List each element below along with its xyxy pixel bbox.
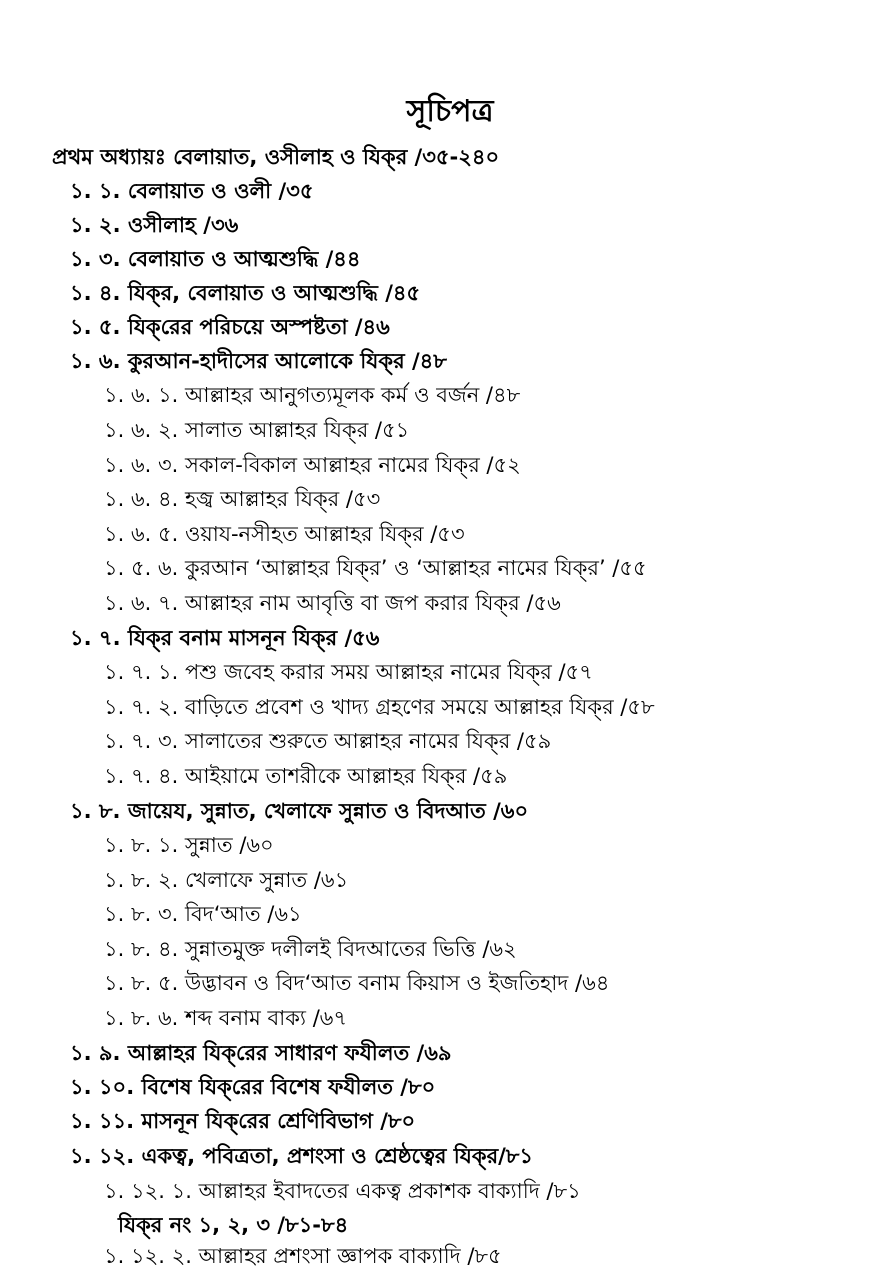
toc-entry: ১. ৮. জায়েয, সুন্নাত, খেলাফে সুন্নাত ও বিদআত /৬০	[70, 799, 529, 823]
toc-entry: ১. ১১. মাসনূন যিক্‌রের শ্রেণিবিভাগ /৮০	[70, 1109, 416, 1133]
toc-subentry: ১. ৬. ৪. হজ্ব আল্লাহর যিক্‌র /৫৩	[104, 487, 381, 511]
toc-entry: ১. ২. ওসীলাহ /৩৬	[70, 213, 239, 237]
toc-subentry: ১. ৭. ২. বাড়িতে প্রবেশ ও খাদ্য গ্রহণের সময়ে আল্লাহর যিক্‌র /৫৮	[104, 695, 655, 719]
toc-subentry: ১. ৮. ৫. উদ্ভাবন ও বিদ‘আত বনাম কিয়াস ও ইজতিহাদ /৬৪	[104, 971, 610, 995]
toc-subentry: ১. ৬. ৩. সকাল-বিকাল আল্লাহর নামের যিক্‌র /৫২	[104, 453, 521, 477]
toc-entry: ১. ৬. কুরআন-হাদীসের আলোকে যিক্‌র /৪৮	[70, 349, 447, 373]
toc-subentry: ১. ১২. ২. আল্লাহর প্রশংসা জ্ঞাপক বাক্যাদি /৮৫	[104, 1244, 502, 1268]
toc-entry: ১. ৯. আল্লাহর যিক্‌রের সাধারণ ফযীলত /৬৯	[70, 1041, 452, 1065]
toc-subentry: ১. ৭. ৩. সালাতের শুরুতে আল্লাহর নামের যিক্‌র /৫৯	[104, 729, 552, 753]
toc-subentry: ১. ১২. ১. আল্লাহর ইবাদতের একত্ব প্রকাশক বাক্যাদি /৮১	[104, 1179, 581, 1203]
toc-entry: ১. ৭. যিক্‌র বনাম মাসনূন যিক্‌র /৫৬	[70, 626, 380, 650]
toc-subentry: ১. ৬. ২. সালাত আল্লাহর যিক্‌র /৫১	[104, 418, 410, 442]
toc-entry: ১. ১. বেলায়াত ও ওলী /৩৫	[70, 179, 314, 203]
toc-subentry: ১. ৮. ২. খেলাফে সুন্নাত /৬১	[104, 868, 349, 892]
toc-subentry-note: যিক্‌র নং ১, ২, ৩ /৮১-৮৪	[118, 1213, 349, 1237]
toc-entry: ১. ১০. বিশেষ যিক্‌রের বিশেষ ফযীলত /৮০	[70, 1075, 436, 1099]
toc-subentry: ১. ৮. ৩. বিদ‘আত /৬১	[104, 902, 302, 926]
toc-subentry: ১. ৭. ৪. আইয়ামে তাশরীকে আল্লাহর যিক্‌র /৫৯	[104, 764, 508, 788]
toc-subentry: ১. ৮. ১. সুন্নাত /৬০	[104, 833, 274, 857]
toc-entry: ১. ৪. যিক্‌র, বেলায়াত ও আত্মশুদ্ধি /৪৫	[70, 281, 421, 305]
toc-entry: ১. ৫. যিক্‌রের পরিচয়ে অস্পষ্টতা /৪৬	[70, 315, 390, 339]
toc-subentry: ১. ৮. ৪. সুন্নাতমুক্ত দলীলই বিদআতের ভিত্তি /৬২	[104, 937, 517, 961]
chapter-heading: প্রথম অধ্যায়ঃ বেলায়াত, ওসীলাহ ও যিক্‌র /৩৫-২৪০	[52, 145, 500, 169]
toc-subentry: ১. ৬. ১. আল্লাহর আনুগত্যমূলক কর্ম ও বর্জন /৪৮	[104, 383, 521, 407]
toc-entry: ১. ১২. একত্ব, পবিত্রতা, প্রশংসা ও শ্রেষ্ঠত্বের যিক্‌র/৮১	[70, 1144, 534, 1168]
toc-subentry: ১. ৭. ১. পশু জবেহ করার সময় আল্লাহর নামের যিক্‌র /৫৭	[104, 660, 593, 684]
toc-subentry: ১. ৬. ৭. আল্লাহর নাম আবৃত্তি বা জপ করার যিক্‌র /৫৬	[104, 591, 561, 615]
toc-subentry: ১. ৮. ৬. শব্দ বনাম বাক্য /৬৭	[104, 1006, 348, 1030]
toc-entry: ১. ৩. বেলায়াত ও আত্মশুদ্ধি /৪৪	[70, 247, 361, 271]
toc-subentry: ১. ৫. ৬. কুরআন ‘আল্লাহর যিক্‌র’ ও ‘আল্লাহর নামের যিক্‌র’ /৫৫	[104, 556, 647, 580]
page-title: সূচিপত্র	[406, 94, 494, 129]
toc-subentry: ১. ৬. ৫. ওয়ায-নসীহত আল্লাহর যিক্‌র /৫৩	[104, 522, 465, 546]
